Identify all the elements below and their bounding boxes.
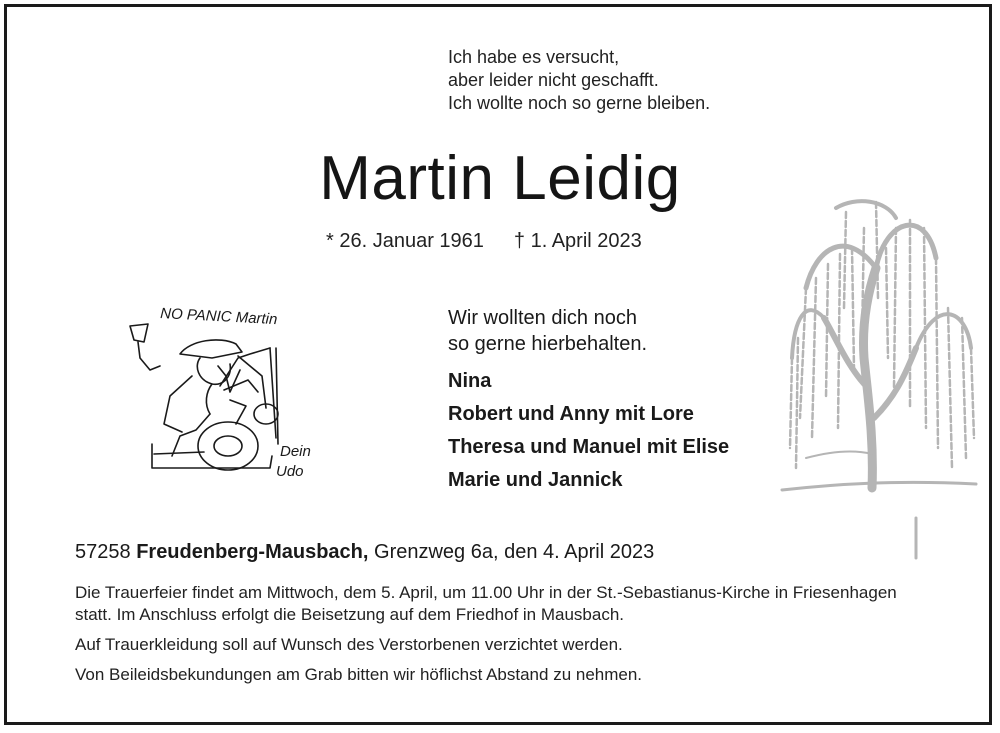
poem-line-1: Ich habe es versucht, bbox=[448, 47, 620, 67]
poem-line-3: Ich wollte noch so gerne bleiben. bbox=[448, 93, 711, 113]
birth-date: * 26. Januar 1961 bbox=[326, 230, 484, 252]
info-paragraph-1: Die Trauerfeier findet am Mittwoch, dem 5. April, um 11.00 Uhr in der St.-Sebastianus-Kirche in Friesenhagen statt. Im Anschluss erfolgt die Beisetzung auf dem Friedhof in Mausbach. bbox=[75, 583, 897, 624]
family-intro-line-1: Wir wollten dich noch bbox=[448, 307, 637, 329]
death-date: † 1. April 2023 bbox=[513, 230, 642, 252]
family-member: Marie und Jannick bbox=[448, 469, 623, 491]
family-section bbox=[448, 305, 729, 497]
family-intro-line-2: so gerne hierbehalten. bbox=[448, 333, 648, 355]
willow-tree-illustration bbox=[776, 188, 986, 568]
sketch-caption-bottom-2: Udo bbox=[276, 463, 304, 480]
deceased-name: Martin Leidig bbox=[319, 144, 681, 213]
info-paragraph-3: Von Beileidsbekundungen am Grab bitten wir höflichst Abstand zu nehmen. bbox=[75, 665, 643, 684]
poem-line-2: aber leider nicht geschafft. bbox=[448, 70, 659, 90]
poem bbox=[448, 46, 710, 115]
family-members bbox=[448, 365, 729, 497]
sketch-drawing bbox=[120, 296, 360, 486]
postal-code: 57258 bbox=[75, 541, 131, 563]
family-member: Nina bbox=[448, 370, 492, 392]
sketch-caption-top: NO PANIC Martin bbox=[159, 305, 278, 329]
city: Freudenberg-Mausbach, bbox=[136, 541, 369, 563]
family-member: Theresa und Manuel mit Elise bbox=[448, 436, 730, 458]
life-dates bbox=[326, 229, 642, 253]
info-paragraph-2: Auf Trauerkleidung soll auf Wunsch des Verstorbenen verzichtet werden. bbox=[75, 635, 623, 654]
funeral-info bbox=[75, 582, 935, 694]
family-intro bbox=[448, 305, 729, 357]
street-and-date: Grenzweg 6a, den 4. April 2023 bbox=[374, 541, 655, 563]
family-member: Robert und Anny mit Lore bbox=[448, 403, 694, 425]
sketch-caption-bottom-1: Dein bbox=[280, 443, 311, 460]
address-line bbox=[75, 539, 654, 565]
